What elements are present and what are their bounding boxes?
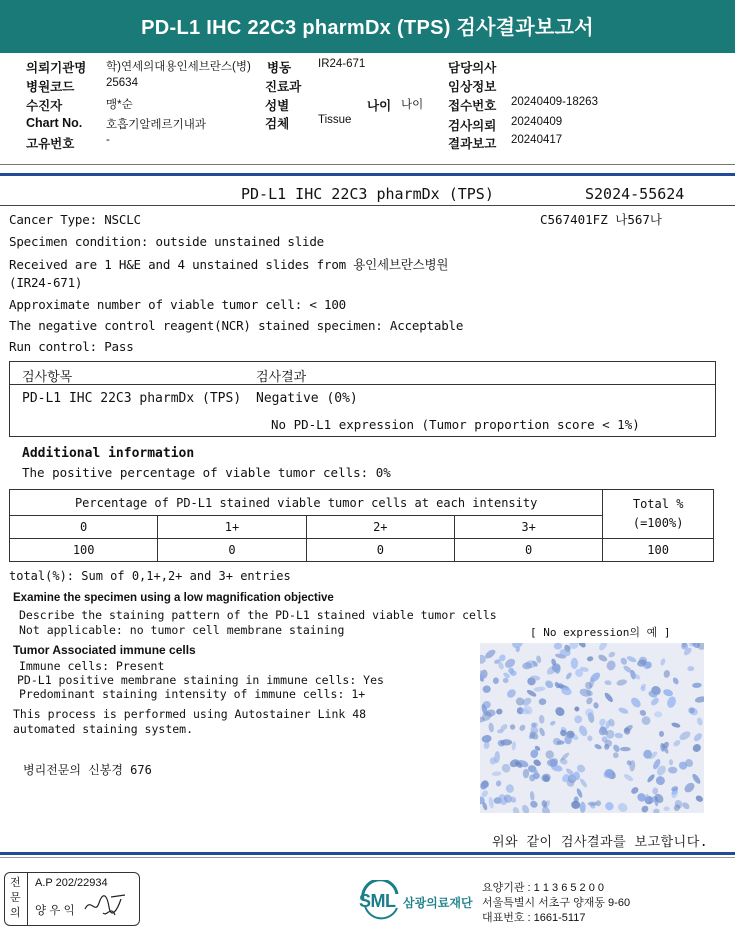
- intensity-table-caption: Percentage of PD-L1 stained viable tumor cells at each intensity: [10, 490, 603, 516]
- nucleus: [521, 804, 531, 813]
- viable-tumor-count: Approximate number of viable tumor cell: < 100: [9, 297, 346, 312]
- nucleus: [620, 747, 631, 751]
- nucleus: [549, 720, 556, 727]
- section-divider-top: [0, 173, 735, 176]
- nucleus: [598, 718, 607, 727]
- intensity-col-0: 0: [10, 516, 158, 539]
- nucleus: [540, 773, 551, 784]
- signature-box: [4, 872, 140, 926]
- nucleus: [493, 677, 499, 684]
- label-age: 나이: [367, 99, 392, 113]
- nucleus: [594, 743, 603, 750]
- label-specimen: 검체: [265, 117, 290, 131]
- nucleus: [505, 688, 517, 700]
- doctor-name: 양 우 익: [35, 905, 75, 917]
- nucleus: [571, 658, 578, 669]
- report-header-underline: [0, 205, 735, 206]
- tissue-micrograph: [480, 643, 704, 813]
- nucleus: [671, 722, 681, 729]
- closing-statement: 위와 같이 검사결과를 보고합니다.: [492, 835, 709, 850]
- intensity-value-3plus: 0: [454, 539, 602, 562]
- nucleus: [640, 804, 650, 813]
- nucleus: [481, 734, 492, 743]
- nucleus: [554, 705, 567, 718]
- nucleus: [533, 686, 545, 692]
- result-item: PD-L1 IHC 22C3 pharmDx (TPS): [22, 391, 242, 406]
- nucleus: [691, 742, 702, 753]
- license-number: A.P 202/22934: [35, 877, 108, 889]
- nucleus: [672, 676, 680, 685]
- result-box-divider: [10, 384, 715, 385]
- nucleus: [687, 666, 694, 671]
- nucleus: [696, 717, 703, 726]
- nucleus: [618, 706, 630, 715]
- nucleus: [574, 715, 582, 723]
- nucleus: [512, 806, 521, 813]
- nucleus: [654, 711, 663, 717]
- nucleus: [660, 658, 667, 666]
- intensity-col-1plus: 1+: [158, 516, 306, 539]
- nucleus: [503, 678, 509, 684]
- label-clinical-info: 임상정보: [448, 80, 497, 94]
- label-ward: 병동: [267, 61, 292, 75]
- nucleus: [585, 696, 594, 705]
- nucleus: [565, 671, 573, 680]
- label-unique-no: 고유번호: [26, 137, 75, 151]
- phone: 대표번호 : 1661-5117: [482, 912, 586, 924]
- nucleus: [646, 773, 656, 783]
- value-report-date: 20240417: [511, 134, 563, 146]
- pathologist: 병리전문의 신봉경 676: [23, 763, 152, 777]
- nucleus: [577, 643, 587, 649]
- value-receipt-no: 20240409-18263: [511, 96, 598, 108]
- label-sex: 성별: [265, 99, 290, 113]
- intensity-value-total: 100: [603, 539, 714, 562]
- label-receipt-no: 접수번호: [448, 99, 497, 113]
- label-chart-no: Chart No.: [26, 116, 83, 130]
- tissue-micrograph-svg: [480, 643, 704, 813]
- nucleus: [605, 659, 617, 671]
- nucleus: [577, 724, 589, 737]
- label-hospital-code: 병원코드: [26, 80, 75, 94]
- stamp-label: 전문의: [10, 877, 21, 919]
- nucleus: [669, 759, 674, 765]
- nucleus: [663, 669, 671, 678]
- specimen-code: C567401FZ 나567나: [540, 212, 662, 227]
- intensity-value-0: 100: [10, 539, 158, 562]
- nucleus: [579, 778, 589, 789]
- result-detail: No PD-L1 expression (Tumor proportion score < 1%): [271, 417, 640, 432]
- nucleus: [616, 801, 629, 813]
- nucleus: [608, 651, 617, 659]
- value-chart-no: 호흡기알레르기내과: [106, 119, 206, 131]
- nucleus: [482, 685, 491, 694]
- nucleus: [672, 739, 681, 748]
- nucleus: [678, 730, 692, 742]
- nucleus: [630, 786, 640, 796]
- nucleus: [588, 802, 597, 806]
- address: 서울특별시 서초구 양재동 9-60: [482, 897, 631, 909]
- nucleus: [604, 680, 612, 686]
- run-control: Run control: Pass: [9, 339, 134, 354]
- nucleus: [614, 732, 623, 739]
- nucleus: [629, 696, 642, 710]
- sml-logo-text: SML: [359, 891, 396, 911]
- nucleus: [518, 724, 526, 733]
- nucleus: [492, 771, 502, 777]
- nucleus: [659, 731, 664, 737]
- nucleus: [639, 709, 648, 717]
- label-patient: 수진자: [26, 99, 63, 113]
- cancer-type: Cancer Type: NSCLC: [9, 212, 141, 227]
- examine-line-1: Describe the staining pattern of the PD-L1 stained viable tumor cells: [19, 608, 497, 622]
- immune-heading: Tumor Associated immune cells: [13, 643, 196, 657]
- received-slides-id: (IR24-671): [9, 275, 83, 290]
- examine-heading: Examine the specimen using a low magnification objective: [13, 592, 334, 604]
- value-requesting-org: 학)연세의대용인세브란스(병): [106, 61, 251, 73]
- nucleus: [668, 766, 678, 773]
- nucleus: [529, 791, 535, 801]
- nucleus: [612, 743, 621, 753]
- examine-line-2: Not applicable: no tumor cell membrane staining: [19, 623, 345, 637]
- ncr-status: The negative control reagent(NCR) stained specimen: Acceptable: [9, 318, 464, 333]
- nucleus: [597, 643, 608, 652]
- test-name-heading: PD-L1 IHC 22C3 pharmDx (TPS): [241, 185, 494, 203]
- process-line-2: automated staining system.: [13, 722, 194, 736]
- nucleus: [694, 695, 704, 703]
- nucleus: [603, 691, 614, 703]
- value-ward: IR24-671: [318, 58, 366, 70]
- nucleus: [695, 794, 704, 803]
- nucleus: [666, 695, 678, 709]
- immune-line-1: Immune cells: Present: [19, 659, 165, 673]
- nucleus: [612, 751, 620, 759]
- nucleus: [641, 715, 652, 726]
- value-hospital-code: 25634: [106, 77, 138, 89]
- label-requesting-org: 의뢰기관명: [26, 61, 87, 75]
- nucleus: [495, 708, 503, 715]
- nucleus: [593, 702, 600, 710]
- section-divider-bottom: [0, 852, 735, 855]
- nucleus: [597, 653, 608, 663]
- intensity-total-header: Total % (=100%): [603, 490, 714, 539]
- value-age: 나이: [401, 99, 424, 111]
- title-divider: [0, 53, 735, 56]
- nucleus: [663, 806, 669, 811]
- nucleus: [623, 773, 634, 783]
- nucleus: [529, 800, 539, 809]
- nucleus: [653, 808, 660, 813]
- nucleus: [655, 775, 666, 786]
- nucleus: [488, 722, 495, 732]
- value-unique-no: -: [106, 134, 110, 146]
- stamp-label-cell: [5, 873, 28, 925]
- nucleus: [580, 802, 586, 813]
- value-specimen: Tissue: [318, 114, 352, 126]
- nucleus: [692, 732, 703, 743]
- tissue-image-caption: [ No expression의 예 ]: [530, 626, 671, 639]
- additional-info-heading: Additional information: [22, 446, 195, 461]
- intensity-value-2plus: 0: [306, 539, 454, 562]
- immune-line-2: PD-L1 positive membrane staining in immune cells: Yes: [17, 673, 384, 687]
- label-request-date: 검사의뢰: [448, 119, 497, 133]
- header-divider: [0, 164, 735, 165]
- nucleus: [587, 656, 594, 662]
- total-note: total(%): Sum of 0,1+,2+ and 3+ entries: [9, 569, 291, 583]
- nucleus: [554, 643, 563, 650]
- nucleus: [683, 781, 697, 794]
- nucleus: [604, 800, 616, 811]
- intensity-table: [9, 489, 714, 562]
- org-name: 삼광의료재단: [403, 896, 473, 910]
- signature-mark: [81, 891, 131, 921]
- nucleus: [544, 679, 555, 690]
- intensity-value-1plus: 0: [158, 539, 306, 562]
- nucleus: [587, 735, 593, 742]
- specimen-condition: Specimen condition: outside unstained slide: [9, 234, 325, 249]
- label-doctor: 담당의사: [448, 61, 497, 75]
- nucleus: [488, 796, 495, 808]
- nucleus: [539, 698, 547, 705]
- immune-line-3: Predominant staining intensity of immune cells: 1+: [19, 687, 366, 701]
- nucleus: [503, 657, 517, 670]
- report-title: PD-L1 IHC 22C3 pharmDx (TPS) 검사결과보고서: [0, 0, 735, 53]
- result-value-header: 검사결과: [256, 369, 307, 384]
- nucleus: [538, 727, 546, 737]
- nucleus: [505, 783, 515, 793]
- process-line-1: This process is performed using Autostainer Link 48: [13, 707, 367, 721]
- sml-logo: [357, 880, 477, 920]
- nucleus: [692, 682, 702, 688]
- value-patient: 맹*순: [106, 99, 133, 111]
- nucleus: [650, 696, 661, 707]
- nucleus: [652, 787, 658, 794]
- nucleus: [495, 780, 502, 788]
- value-request-date: 20240409: [511, 116, 563, 128]
- result-item-header: 검사항목: [22, 369, 73, 384]
- label-department: 진료과: [265, 80, 302, 94]
- nucleus: [626, 655, 637, 664]
- label-report-date: 결과보고: [448, 137, 497, 151]
- nucleus: [480, 655, 486, 664]
- additional-info-text: The positive percentage of viable tumor cells: 0%: [22, 465, 391, 480]
- nucleus: [510, 724, 516, 730]
- nucleus: [574, 706, 580, 712]
- nucleus: [662, 688, 674, 697]
- result-value: Negative (0%): [256, 391, 358, 406]
- nucleus: [616, 678, 628, 686]
- intensity-col-2plus: 2+: [306, 516, 454, 539]
- nucleus: [571, 800, 581, 809]
- report-number: S2024-55624: [585, 185, 685, 203]
- care-org-number: 요양기관 : 1 1 3 6 5 2 0 0: [482, 882, 605, 894]
- nucleus: [539, 715, 545, 724]
- intensity-col-3plus: 3+: [454, 516, 602, 539]
- received-slides: Received are 1 H&E and 4 unstained slides from 용인세브란스병원: [9, 257, 449, 272]
- nucleus: [681, 801, 691, 810]
- section-divider-bottom-thin: [0, 857, 735, 858]
